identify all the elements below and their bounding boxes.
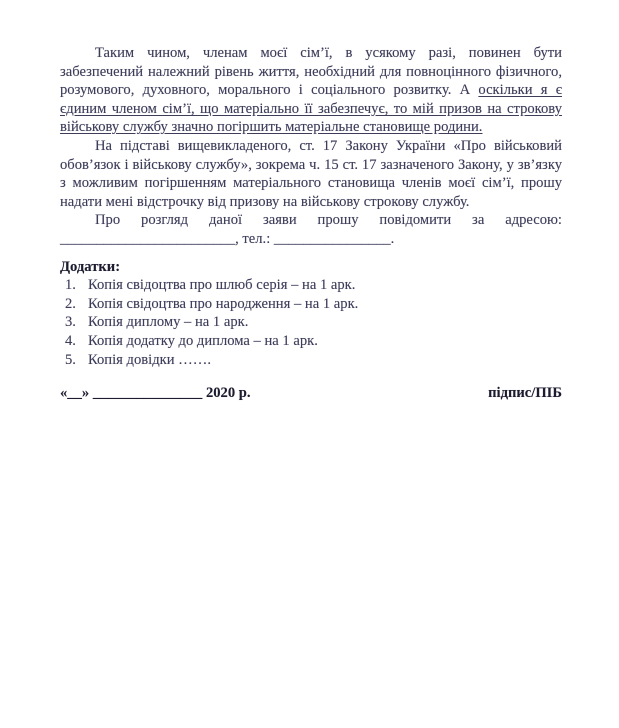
- address-blank-field: ________________________: [60, 230, 236, 247]
- list-item-number: 2.: [65, 295, 76, 312]
- signature-footer: [60, 384, 562, 403]
- paragraph-contact-request: [60, 211, 562, 248]
- paragraph-living-standard-text: Таким чином, членам моєї сім’ї, в усякому разі, повинен бути забезпечений належний рівень життя, необхідний для повноцінного фізичного, розумового, духовного, морального і соціального розвитку. А: [60, 45, 562, 99]
- phone-label: , тел.:: [235, 230, 274, 247]
- list-item: [65, 276, 562, 295]
- signature-label: підпис/ПІБ: [488, 385, 562, 402]
- list-item-text: Копія довідки …….: [88, 351, 212, 368]
- paragraph-living-standard: [60, 44, 562, 137]
- attachments-heading: Додатки:: [60, 258, 121, 275]
- contact-request-lead: Про розгляд даної заяви прошу повідомити за адресою:: [95, 212, 562, 229]
- list-item: [65, 313, 562, 332]
- list-item: [65, 332, 562, 351]
- list-item-number: 3.: [65, 314, 76, 331]
- list-item-text: Копія диплому – на 1 арк.: [88, 314, 249, 331]
- underlined-clause: оскільки я є єдиним членом сім’ї, що матеріально її забезпечує, то мій призов на строкову військову службу значно погіршить матеріальне становище родини.: [60, 82, 562, 136]
- document-content: [60, 44, 562, 403]
- phone-blank-field: ________________: [273, 230, 391, 247]
- paragraph-legal-basis: На підставі вищевикладеного, ст. 17 Закону України «Про військовий обов’язок і військову службу», зокрема ч. 15 ст. 17 зазначеного Закону, у зв’язку з можливим погіршенням матеріального становища членів моєї сім’ї, прошу надати мені відстрочку від призову на військову строкову службу.: [60, 137, 562, 210]
- list-item-number: 5.: [65, 351, 76, 368]
- sentence-period: .: [390, 230, 395, 247]
- date-blank-line: «__» _______________ 2020 р.: [60, 385, 251, 402]
- list-item-text: Копія додатку до диплома – на 1 арк.: [88, 332, 318, 349]
- list-item-number: 4.: [65, 332, 76, 349]
- attachments-section: [60, 258, 562, 370]
- list-item: [65, 295, 562, 314]
- list-item-text: Копія свідоцтва про народження – на 1 арк.: [88, 295, 359, 312]
- list-item: [65, 351, 562, 370]
- list-item-number: 1.: [65, 277, 76, 294]
- list-item-text: Копія свідоцтва про шлюб серія – на 1 арк.: [88, 277, 356, 294]
